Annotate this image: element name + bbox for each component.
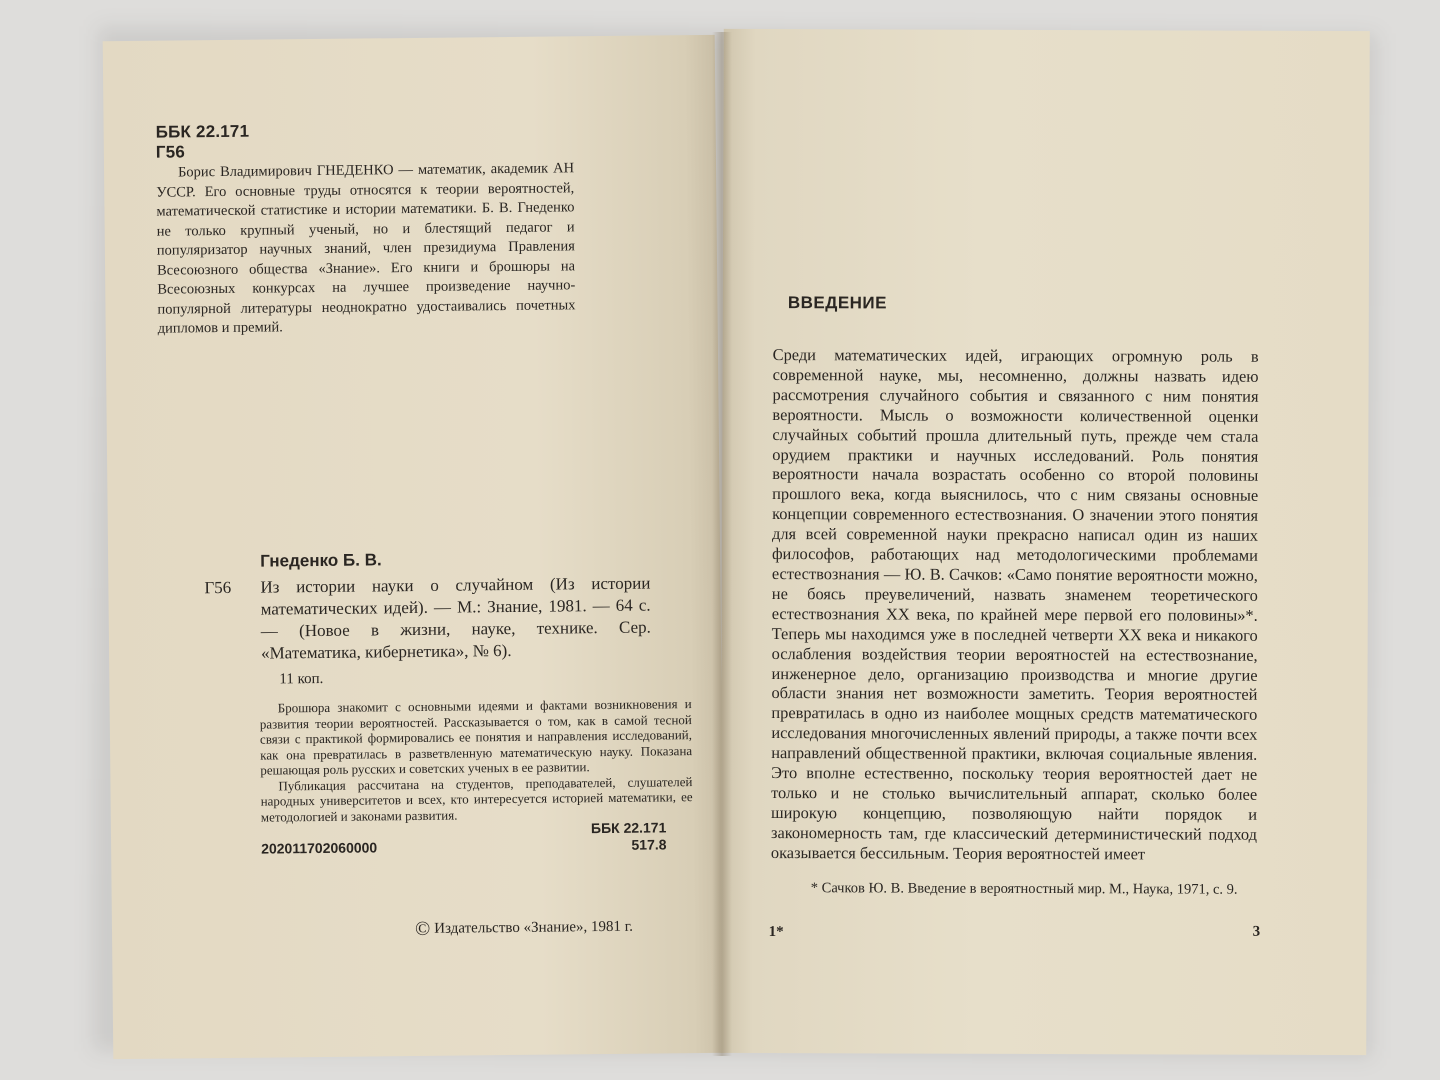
price: 11 коп. — [279, 670, 324, 688]
body-paragraph: Среди математических идей, играющих огромную роль в современной науке, мы, несомненно, должны назвать идею рассмотрения случайного события и связанного с ним понятия вероятности. Мысль о возможности количественной оценки случайных событий прошла длительный путь, прежде чем стала орудием практики и научных исследований. Роль понятия вероятности начала возрастать особенно со второй половины прошлого века, когда выяснилось, что с ним связаны основные концепции современного естествознания. О значении этого понятия для всей современной науки прекрасно написал один из наших философов, работающих над методологическими проблемами естествознания — Ю. В. Сачков: «Само понятие вероятности можно, не боясь преувеличений, назвать знаменем теоретического естествознания XX века, по крайней мере первой его половины»*. Теперь мы находимся уже в последней четверти XX века и никакого ослабления воздействия теории вероятностей на естествознание, инженерное дело, организацию производства и многие другие области знания нет возможности заметить. Теория вероятностей превратилась в одно из наиболее мощных средств математического исследования многочисленных явлений природы, а также почти всех направлений общественной практики, включая социальные явления. Это вполне естественно, поскольку теория вероятностей дает не только и не столько вычислительный аппарат, сколько более широкую концепцию, позволяющую найти порядок и закономерность там, где классический детерминистический подход оказывается бессильным. Теория вероятностей имеет — [770, 345, 1259, 864]
bbk-code-top: ББК 22.171 — [155, 121, 250, 142]
signature-mark: 1* — [768, 924, 784, 941]
udc-code-bottom: 517.8 — [631, 836, 667, 853]
catalog-entry-text: Из истории науки о случайном (Из истории математических идей). — М.: Знание, 1981. — 64 с. — (Новое в жизни, науке, технике. Сер. «Математика, кибернетика», № 6). — [260, 573, 651, 663]
annotation-paragraph: Брошюра знакомит с основными идеями и фактами возникновения и развития теории вероятностей. Рассказывается о том, как в самой тесной связи с практикой формировались ее понятия и направления исследований, как она превратилась в разветвленную математическую науку. Показана решающая роль русских и советских ученых в ее развитии. — [259, 696, 693, 778]
annotation-paragraph: Публикация рассчитана на студентов, преподавателей, слушателей народных университетов и всех, кто интересуется историей математики, ее методологией и законами развития. — [260, 773, 693, 825]
right-page — [720, 29, 1370, 1055]
copyright-line — [415, 916, 633, 941]
left-page — [103, 35, 726, 1059]
isbn-code — [261, 839, 377, 856]
isbn-code-suffix: 0 — [369, 839, 378, 856]
annotation — [260, 696, 693, 825]
book-gutter — [712, 32, 732, 1056]
copyright-text: Издательство «Знание», 1981 г. — [434, 918, 634, 937]
catalog-code-top: Г56 — [155, 142, 186, 162]
body-text — [771, 345, 1259, 864]
footnote: * Сачков Ю. В. Введение в вероятностный мир. М., Наука, 1971, с. 9. — [810, 880, 1238, 898]
author-biography: Борис Владимирович ГНЕДЕНКО — математик, академик АН УССР. Его основные труды относятся к теории вероятностей, математической статистике и истории математики. Б. В. Гнеденко не только крупный ученый, но и блестящий педагог и популяризатор научных знаний, член президиума Правления Всесоюзного общества «Знание». Его книги и брошюры на Всесоюзных конкурсах на лучшее произведение научно-популярной литературы неоднократно удостаивались почетных дипломов и премий. — [156, 160, 576, 337]
bbk-block-bottom — [591, 819, 667, 854]
isbn-code-digits: 20201170206000 — [261, 839, 370, 857]
catalog-entry — [204, 573, 651, 665]
copyright-icon: © — [414, 917, 431, 941]
page-number: 3 — [1252, 923, 1261, 940]
author-heading: Гнеденко Б. В. — [260, 550, 382, 571]
catalog-code: Г56 — [204, 577, 232, 598]
bbk-code-bottom: ББК 22.171 — [590, 819, 667, 837]
section-title: ВВЕДЕНИЕ — [787, 293, 888, 313]
